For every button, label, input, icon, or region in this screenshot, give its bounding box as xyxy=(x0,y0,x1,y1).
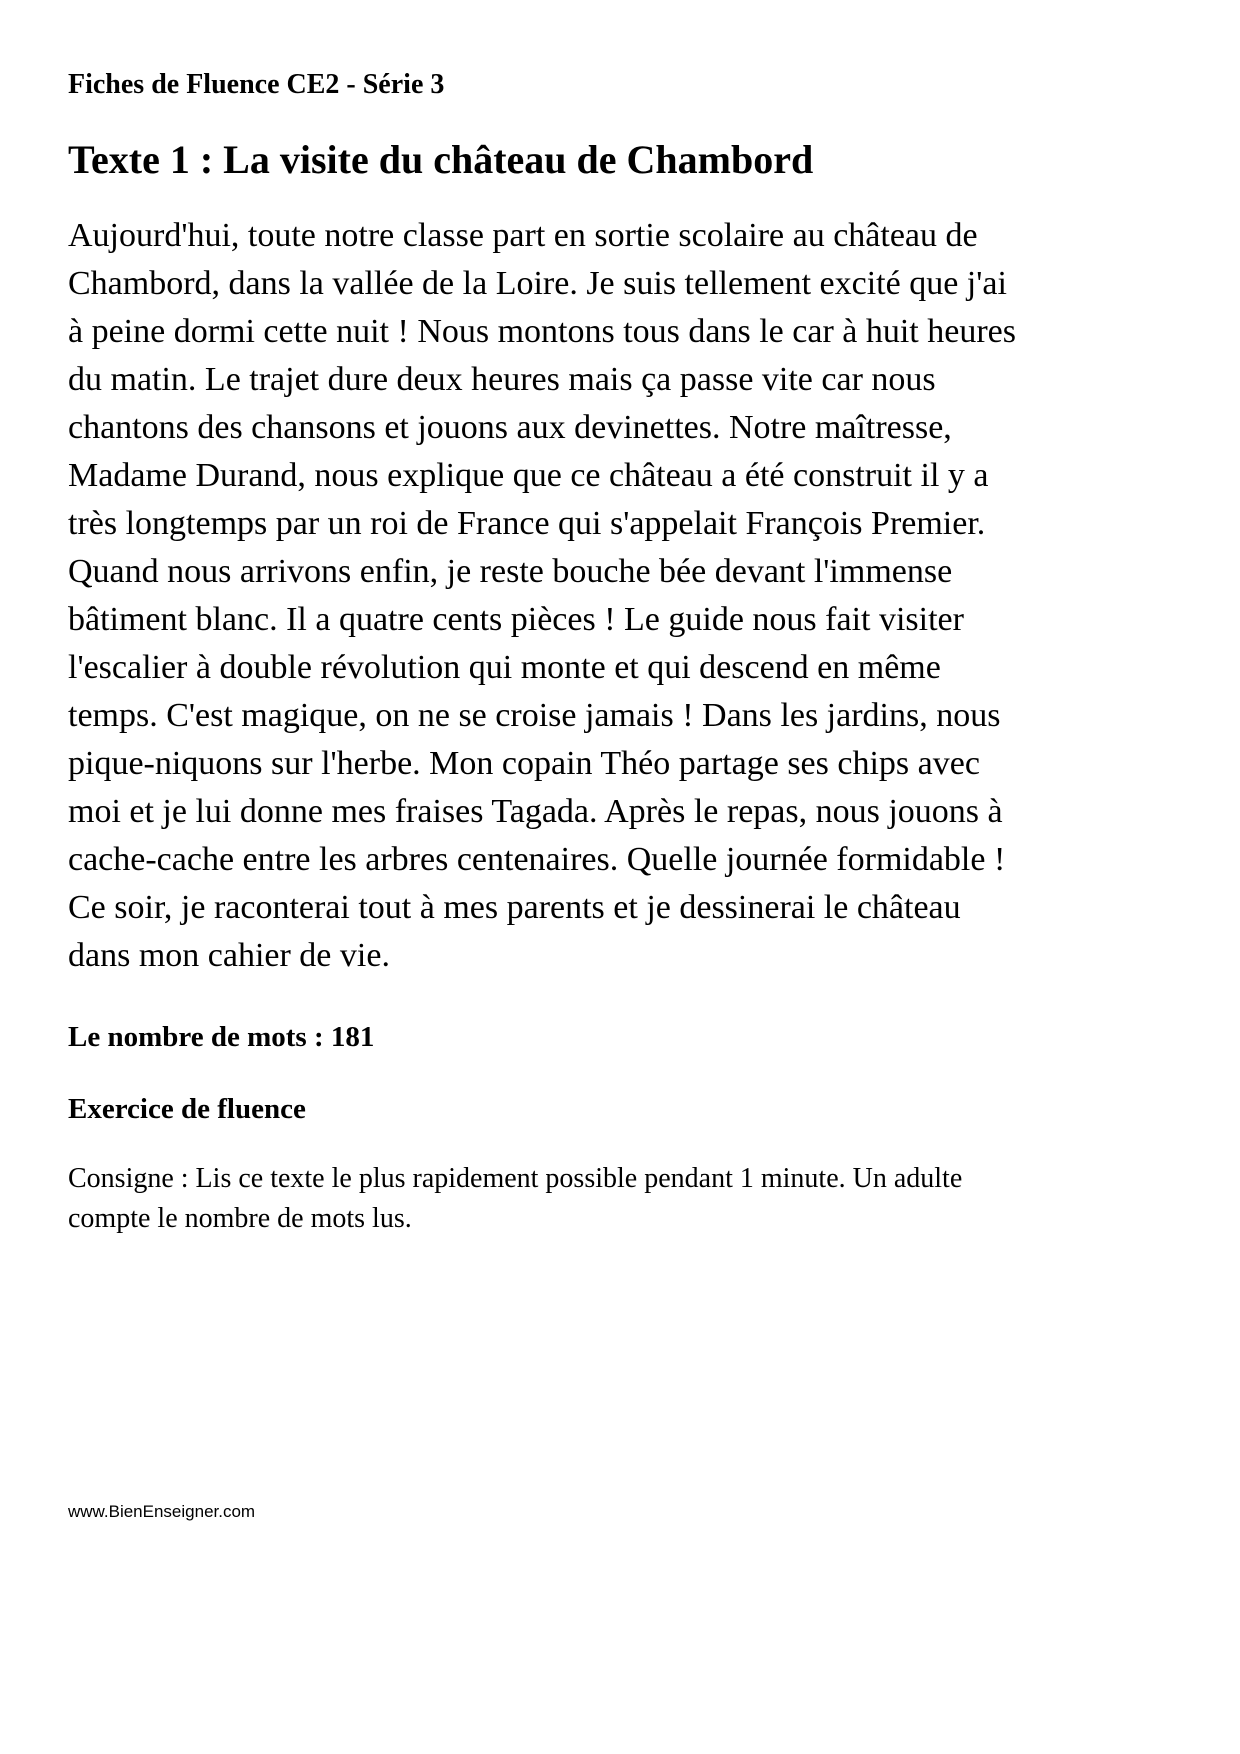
word-count-label: Le nombre de mots : 181 xyxy=(68,1020,375,1053)
website-footer: www.BienEnseigner.com xyxy=(68,1502,256,1521)
instruction-text: Consigne : Lis ce texte le plus rapidement possible pendant 1 minute. Un adulte compte le nombre de mots lus. xyxy=(68,1163,963,1235)
document-content xyxy=(68,68,1023,1239)
text-title: Texte 1 : La visite du château de Chambord xyxy=(68,136,814,182)
reading-text: Aujourd'hui, toute notre classe part en sortie scolaire au château de Chambord, dans la vallée de la Loire. Je suis tellement excité que j'ai à peine dormi cette nuit ! Nous montons tous dans le car à huit heures du matin. Le trajet dure deux heures mais ça passe vite car nous chantons des chansons et jouons aux devinettes. Notre maîtresse, Madame Durand, nous explique que ce château a été construit il y a très longtemps par un roi de France qui s'appelait François Premier. Quand nous arrivons enfin, je reste bouche bée devant l'immense bâtiment blanc. Il a quatre cents pièces ! Le guide nous fait visiter l'escalier à double révolution qui monte et qui descend en même temps. C'est magique, on ne se croise jamais ! Dans les jardins, nous pique-niquons sur l'herbe. Mon copain Théo partage ses chips avec moi et je lui donne mes fraises Tagada. Après le repas, nous jouons à cache-cache entre les arbres centenaires. Quelle journée formidable ! Ce soir, je raconterai tout à mes parents et je dessinerai le château dans mon cahier de vie. xyxy=(68,216,1016,974)
series-header: Fiches de Fluence CE2 - Série 3 xyxy=(68,69,445,100)
exercise-heading: Exercice de fluence xyxy=(68,1093,306,1126)
